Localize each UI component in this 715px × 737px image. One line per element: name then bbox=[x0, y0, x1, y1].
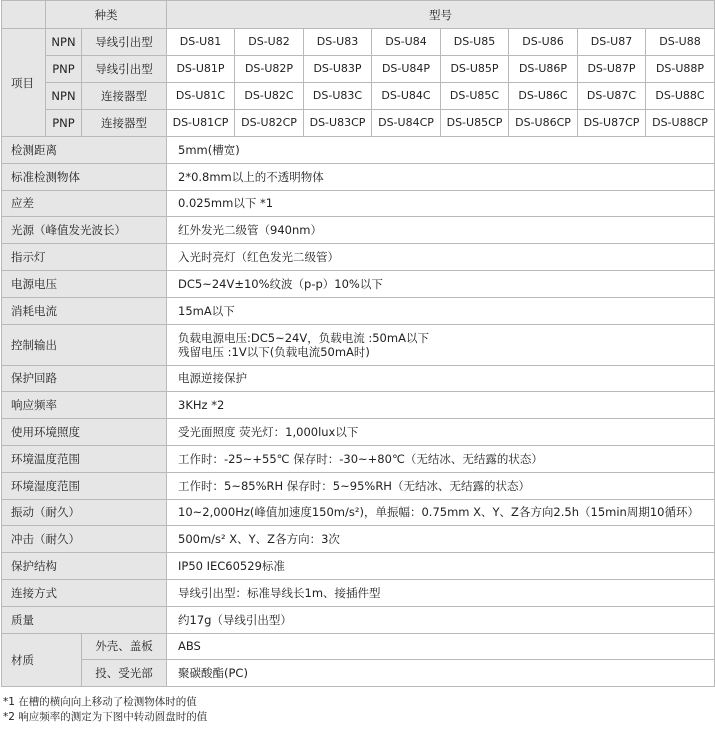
model-cell: DS-U88P bbox=[646, 56, 715, 83]
spec-value: 工作时：5~85%RH 保存时：5~95%RH（无结冰、无结露的状态） bbox=[167, 472, 715, 499]
output-type-cell: PNP bbox=[46, 56, 82, 83]
model-cell: DS-U86P bbox=[509, 56, 578, 83]
model-cell: DS-U86 bbox=[509, 29, 578, 56]
connection-type-cell: 连接器型 bbox=[82, 83, 167, 110]
output-type-cell: NPN bbox=[46, 29, 82, 56]
spec-value-line: 负载电源电压:DC5~24V，负载电流 :50mA以下 bbox=[178, 330, 429, 345]
model-cell: DS-U85P bbox=[441, 56, 509, 83]
model-cell: DS-U88CP bbox=[646, 110, 715, 137]
spec-row bbox=[2, 270, 715, 297]
spec-label: 响应频率 bbox=[2, 392, 167, 419]
footnote-2: *2 响应频率的测定为下图中转动圆盘时的值 bbox=[3, 711, 208, 724]
model-cell: DS-U87 bbox=[578, 29, 646, 56]
item-label-cell: 项目 bbox=[2, 29, 46, 137]
spec-row bbox=[2, 392, 715, 419]
model-cell: DS-U88 bbox=[646, 29, 715, 56]
spec-label: 标准检测物体 bbox=[2, 163, 167, 190]
spec-value bbox=[167, 324, 715, 365]
spec-row bbox=[2, 579, 715, 606]
material-value-cell: ABS bbox=[167, 633, 715, 660]
spec-row bbox=[2, 606, 715, 633]
spec-label: 光源（峰值发光波长） bbox=[2, 217, 167, 244]
model-cell: DS-U84 bbox=[372, 29, 441, 56]
spec-value: 15mA以下 bbox=[167, 297, 715, 324]
model-cell: DS-U87C bbox=[578, 83, 646, 110]
spec-label: 保护结构 bbox=[2, 553, 167, 580]
model-cell: DS-U87CP bbox=[578, 110, 646, 137]
spec-value: 红外发光二级管（940nm） bbox=[167, 217, 715, 244]
spec-value: 2*0.8mm以上的不透明物体 bbox=[167, 163, 715, 190]
spec-label: 指示灯 bbox=[2, 244, 167, 271]
model-row bbox=[2, 29, 715, 56]
model-cell: DS-U82CP bbox=[235, 110, 304, 137]
model-header: 型号 bbox=[167, 1, 715, 29]
material-row bbox=[2, 660, 715, 687]
material-row bbox=[2, 633, 715, 660]
connection-type-cell: 导线引出型 bbox=[82, 29, 167, 56]
material-value-cell: 聚碳酸酯(PC) bbox=[167, 660, 715, 687]
model-cell: DS-U87P bbox=[578, 56, 646, 83]
model-row bbox=[2, 56, 715, 83]
footnote-1: *1 在槽的横向向上移动了检测物体时的值 bbox=[3, 696, 197, 709]
model-cell: DS-U81P bbox=[167, 56, 235, 83]
model-row bbox=[2, 110, 715, 137]
output-type-cell: NPN bbox=[46, 83, 82, 110]
spec-label: 使用环境照度 bbox=[2, 419, 167, 446]
model-cell: DS-U81C bbox=[167, 83, 235, 110]
spec-row bbox=[2, 445, 715, 472]
spec-value: 受光面照度 荧光灯：1,000lux以下 bbox=[167, 419, 715, 446]
model-cell: DS-U83CP bbox=[304, 110, 372, 137]
spec-value: 3KHz *2 bbox=[167, 392, 715, 419]
footnotes bbox=[3, 695, 715, 725]
model-cell: DS-U81 bbox=[167, 29, 235, 56]
spec-value: DC5~24V±10%纹波（p-p）10%以下 bbox=[167, 270, 715, 297]
spec-label: 控制输出 bbox=[2, 324, 167, 365]
spec-value: IP50 IEC60529标准 bbox=[167, 553, 715, 580]
spec-value-line: 残留电压 :1V以下(负载电流50mA时) bbox=[178, 344, 370, 359]
blank-corner-cell bbox=[2, 1, 46, 29]
model-cell: DS-U85C bbox=[441, 83, 509, 110]
connection-type-cell: 连接器型 bbox=[82, 110, 167, 137]
model-cell: DS-U83 bbox=[304, 29, 372, 56]
spec-row bbox=[2, 244, 715, 271]
model-cell: DS-U84P bbox=[372, 56, 441, 83]
model-cell: DS-U86C bbox=[509, 83, 578, 110]
spec-value: 工作时：-25~+55℃ 保存时：-30~+80℃（无结冰、无结露的状态） bbox=[167, 445, 715, 472]
spec-value: 电源逆接保护 bbox=[167, 365, 715, 392]
model-cell: DS-U82C bbox=[235, 83, 304, 110]
header-row bbox=[2, 1, 715, 29]
spec-value: 0.025mm以下 *1 bbox=[167, 190, 715, 217]
spec-row bbox=[2, 526, 715, 553]
spec-row bbox=[2, 137, 715, 164]
connection-type-cell: 导线引出型 bbox=[82, 56, 167, 83]
model-cell: DS-U82P bbox=[235, 56, 304, 83]
spec-label: 检测距离 bbox=[2, 137, 167, 164]
spec-row bbox=[2, 163, 715, 190]
spec-row bbox=[2, 190, 715, 217]
model-cell: DS-U83C bbox=[304, 83, 372, 110]
spec-value: 约17g（导线引出型） bbox=[167, 606, 715, 633]
spec-value: 500m/s² X、Y、Z各方向：3次 bbox=[167, 526, 715, 553]
output-type-cell: PNP bbox=[46, 110, 82, 137]
spec-row bbox=[2, 365, 715, 392]
model-cell: DS-U85CP bbox=[441, 110, 509, 137]
spec-label: 冲击（耐久） bbox=[2, 526, 167, 553]
spec-row bbox=[2, 499, 715, 526]
model-cell: DS-U82 bbox=[235, 29, 304, 56]
spec-label: 质量 bbox=[2, 606, 167, 633]
kind-header: 种类 bbox=[46, 1, 167, 29]
spec-label: 应差 bbox=[2, 190, 167, 217]
spec-row bbox=[2, 297, 715, 324]
material-part-cell: 投、受光部 bbox=[82, 660, 167, 687]
material-part-cell: 外壳、盖板 bbox=[82, 633, 167, 660]
spec-row bbox=[2, 217, 715, 244]
spec-value: 导线引出型：标准导线长1m、接插件型 bbox=[167, 579, 715, 606]
spec-row bbox=[2, 553, 715, 580]
model-cell: DS-U84CP bbox=[372, 110, 441, 137]
spec-row bbox=[2, 419, 715, 446]
material-label: 材质 bbox=[2, 633, 82, 687]
spec-label: 连接方式 bbox=[2, 579, 167, 606]
spec-label: 保护回路 bbox=[2, 365, 167, 392]
spec-row bbox=[2, 472, 715, 499]
model-cell: DS-U84C bbox=[372, 83, 441, 110]
spec-label: 振动（耐久） bbox=[2, 499, 167, 526]
spec-value: 5mm(槽宽) bbox=[167, 137, 715, 164]
model-cell: DS-U88C bbox=[646, 83, 715, 110]
spec-label: 环境湿度范围 bbox=[2, 472, 167, 499]
spec-label: 消耗电流 bbox=[2, 297, 167, 324]
model-cell: DS-U81CP bbox=[167, 110, 235, 137]
spec-value: 入光时亮灯（红色发光二级管） bbox=[167, 244, 715, 271]
model-row bbox=[2, 83, 715, 110]
model-cell: DS-U86CP bbox=[509, 110, 578, 137]
spec-label: 电源电压 bbox=[2, 270, 167, 297]
spec-label: 环境温度范围 bbox=[2, 445, 167, 472]
spec-row bbox=[2, 324, 715, 365]
model-cell: DS-U85 bbox=[441, 29, 509, 56]
spec-table bbox=[1, 0, 715, 687]
spec-value: 10~2,000Hz(峰值加速度150m/s²)，单振幅：0.75mm X、Y、Z各方向2.5h（15min周期10循环） bbox=[167, 499, 715, 526]
model-cell: DS-U83P bbox=[304, 56, 372, 83]
